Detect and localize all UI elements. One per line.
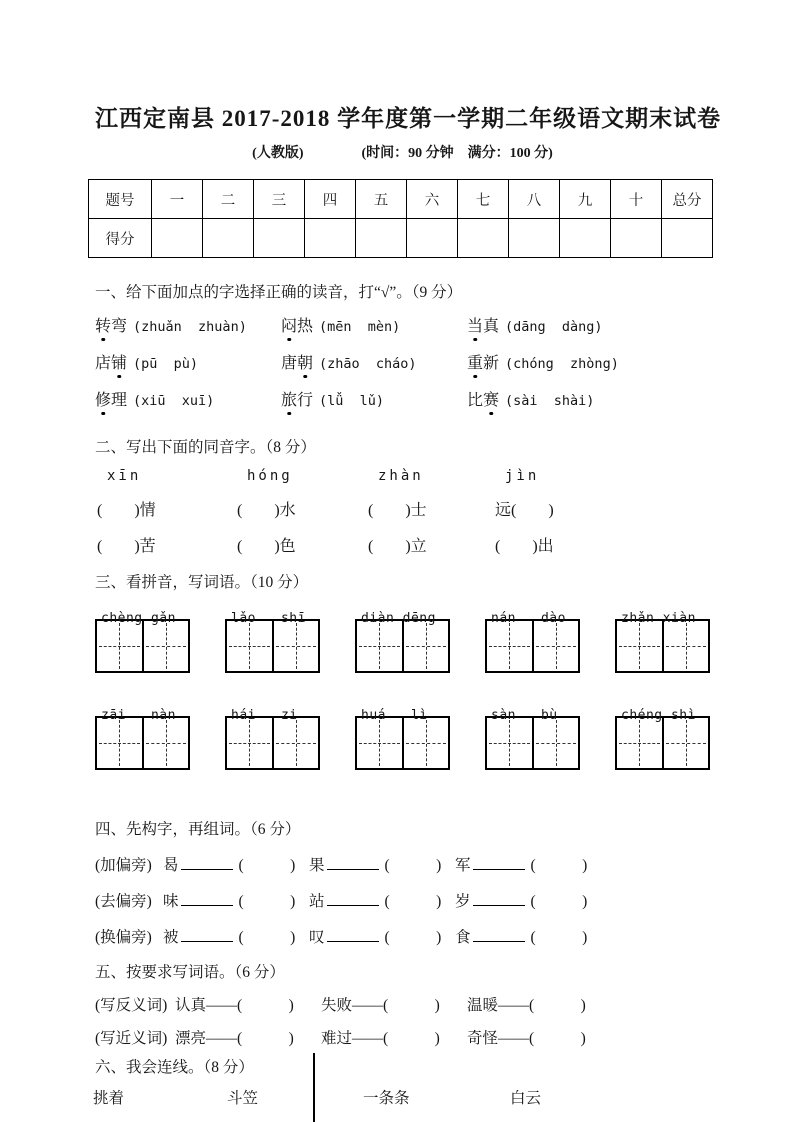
row-label: (写近义词) [95, 1030, 168, 1047]
grid-cell [487, 718, 534, 768]
pinyin-choice-item [467, 387, 710, 410]
answer-blank [473, 855, 525, 870]
pinyin-choice-item [281, 350, 467, 373]
pinyin-label: lǎo shī [231, 611, 306, 626]
answer-blank [473, 891, 525, 906]
writing-grid-box [225, 611, 320, 673]
synonym-item: 难过——( ) [321, 1030, 440, 1047]
writing-grid-box [225, 708, 320, 770]
grid-cell [227, 621, 274, 671]
score-table-label-tihao: 题号 [89, 180, 152, 219]
score-cell-empty [305, 219, 356, 258]
score-col-7: 七 [458, 180, 509, 219]
pinyin-options: (zhāo cháo) [319, 356, 417, 372]
answer-blank [181, 891, 233, 906]
section-5-heading: 五、按要求写词语。（6 分） [95, 964, 285, 981]
section-4-row-remove-radical [95, 889, 710, 911]
grid-cell [534, 621, 579, 671]
homophone-blank: ( )情 [97, 502, 156, 519]
synonym-item: 奇怪——( ) [467, 1030, 586, 1047]
word-build-item: 味 ( ) [163, 893, 296, 910]
pinyin-label: hóng [247, 468, 293, 484]
answer-blank [327, 891, 379, 906]
homophone-blank: ( )色 [237, 538, 296, 555]
writing-grid-box [95, 611, 190, 673]
section-4-heading: 四、先构字，再组词。（6 分） [95, 821, 301, 838]
word-build-item: 岁 ( ) [455, 893, 588, 910]
writing-grid-box [355, 611, 450, 673]
pinyin-choice-item [95, 350, 281, 373]
word-build-item: 曷 ( ) [163, 857, 296, 874]
pinyin-label: jìn [505, 468, 540, 484]
pinyin-options: (pū pù) [133, 356, 199, 372]
word: 旅行 [281, 392, 313, 409]
score-cell-empty [662, 219, 713, 258]
writing-grid-box [615, 611, 710, 673]
grid-cell [487, 621, 534, 671]
pinyin-label: nán dào [491, 611, 566, 626]
word-build-item: 军 ( ) [455, 857, 588, 874]
pinyin-label: sàn bù [491, 708, 558, 723]
pinyin-choice-item [281, 387, 467, 410]
word-build-item: 站 ( ) [309, 893, 442, 910]
section-5-row-synonyms [95, 1026, 710, 1048]
section-1-heading: 一、给下面加点的字选择正确的读音，打“√”。（9 分） [95, 284, 463, 301]
row-label: (写反义词) [95, 997, 168, 1014]
score-table-label-defen: 得分 [89, 219, 152, 258]
section-1-items [95, 313, 710, 410]
grid-cell [664, 621, 709, 671]
pinyin-label: diàn dēng [361, 611, 436, 626]
score-col-8: 八 [509, 180, 560, 219]
grid-cell [97, 718, 144, 768]
score-col-3: 三 [254, 180, 305, 219]
score-table-header-row [89, 180, 713, 219]
pinyin-options: (sài shài) [505, 393, 595, 409]
section-6-heading: 六、我会连线。（8 分） [95, 1059, 254, 1076]
word-build-item: 食 ( ) [455, 929, 588, 946]
word: 转弯 [95, 318, 127, 335]
pinyin-choice-item [467, 313, 710, 336]
word: 闷热 [281, 318, 313, 335]
grid-cell [357, 621, 404, 671]
writing-grid-box [95, 708, 190, 770]
answer-blank [181, 855, 233, 870]
answer-blank [327, 927, 379, 942]
pinyin-choice-item [281, 313, 467, 336]
word: 唐朝 [281, 355, 313, 372]
word-build-item: 果 ( ) [309, 857, 442, 874]
section-4-row-change-radical [95, 925, 710, 947]
word-build-item: 叹 ( ) [309, 929, 442, 946]
matching-word: 挑着 [93, 1090, 125, 1107]
row-label: (换偏旁) [95, 929, 152, 946]
exam-subtitle [95, 142, 710, 162]
grid-cell [274, 621, 319, 671]
homophone-blank: ( )水 [237, 502, 296, 519]
homophone-blank: ( )立 [368, 538, 427, 555]
pinyin-options: (zhuǎn zhuàn) [133, 319, 247, 335]
grid-cell [404, 718, 449, 768]
pinyin-label: zhǎn xiàn [621, 611, 696, 626]
pinyin-choice-item [95, 387, 281, 410]
exam-edition: (人教版) [252, 146, 304, 161]
word: 重新 [467, 355, 499, 372]
grid-cell [144, 621, 189, 671]
pinyin-options: (chóng zhòng) [505, 356, 619, 372]
exam-title: 江西定南县 2017-2018 学年度第一学期二年级语文期末试卷 [95, 106, 722, 131]
section-2-row-1 [95, 497, 710, 520]
pinyin-options: (lǚ lǔ) [319, 393, 385, 409]
score-cell-empty [356, 219, 407, 258]
homophone-blank: ( )出 [495, 538, 554, 555]
matching-word: 白云 [510, 1090, 542, 1107]
grid-cell [404, 621, 449, 671]
section-2-pinyin-row [95, 468, 710, 484]
section-5-row-antonyms [95, 993, 710, 1015]
antonym-item: 认真——( ) [175, 997, 294, 1014]
grid-cell [144, 718, 189, 768]
section-3-heading: 三、看拼音，写词语。（10 分） [95, 574, 309, 591]
grid-cell [617, 718, 664, 768]
score-col-9: 九 [560, 180, 611, 219]
word: 当真 [467, 318, 499, 335]
row-label: (去偏旁) [95, 893, 152, 910]
score-table-score-row [89, 219, 713, 258]
antonym-item: 失败——( ) [321, 997, 440, 1014]
grid-cell [534, 718, 579, 768]
answer-blank [181, 927, 233, 942]
section-6-matching-row [95, 1086, 710, 1114]
pinyin-label: zhàn [378, 468, 424, 484]
matching-word: 一条条 [363, 1090, 410, 1107]
pinyin-label: chèng gǎn [101, 611, 176, 626]
grid-cell [617, 621, 664, 671]
score-col-6: 六 [407, 180, 458, 219]
grid-cell [227, 718, 274, 768]
antonym-item: 温暖——( ) [467, 997, 586, 1014]
score-cell-empty [611, 219, 662, 258]
homophone-blank: ( )苦 [97, 538, 156, 555]
column-divider-line [313, 1053, 315, 1122]
grid-cell [664, 718, 709, 768]
pinyin-label: zāi nàn [101, 708, 176, 723]
writing-grid-box [355, 708, 450, 770]
score-col-4: 四 [305, 180, 356, 219]
section-2-row-2 [95, 533, 710, 556]
writing-grid-box [485, 708, 580, 770]
score-cell-empty [560, 219, 611, 258]
score-col-1: 一 [152, 180, 203, 219]
pinyin-label: hái zi [231, 708, 298, 723]
homophone-blank: ( )士 [368, 502, 427, 519]
answer-blank [327, 855, 379, 870]
word-build-item: 被 ( ) [163, 929, 296, 946]
section-3-box-row-1 [95, 611, 710, 673]
section-2-heading: 二、写出下面的同音字。（8 分） [95, 439, 316, 456]
section-3-box-row-2 [95, 708, 710, 770]
grid-cell [357, 718, 404, 768]
grid-cell [274, 718, 319, 768]
score-cell-empty [203, 219, 254, 258]
pinyin-options: (xiū xuī) [133, 393, 215, 409]
pinyin-choice-item [467, 350, 710, 373]
score-col-5: 五 [356, 180, 407, 219]
exam-time-score-info: (时间：90 分钟 满分：100 分) [361, 146, 553, 161]
matching-word: 斗笠 [227, 1090, 259, 1107]
word: 店铺 [95, 355, 127, 372]
pinyin-label: chéng shì [621, 708, 696, 723]
word: 比赛 [467, 392, 499, 409]
score-cell-empty [509, 219, 560, 258]
score-cell-empty [254, 219, 305, 258]
pinyin-label: huá lì [361, 708, 428, 723]
pinyin-options: (mēn mèn) [319, 319, 401, 335]
score-cell-empty [407, 219, 458, 258]
pinyin-label: xīn [107, 468, 142, 484]
section-4-row-add-radical [95, 853, 710, 875]
score-cell-empty [458, 219, 509, 258]
score-col-total: 总分 [662, 180, 713, 219]
pinyin-choice-item [95, 313, 281, 336]
writing-grid-box [485, 611, 580, 673]
row-label: (加偏旁) [95, 857, 152, 874]
word: 修理 [95, 392, 127, 409]
synonym-item: 漂亮——( ) [175, 1030, 294, 1047]
writing-grid-box [615, 708, 710, 770]
grid-cell [97, 621, 144, 671]
answer-blank [473, 927, 525, 942]
score-table [88, 179, 713, 258]
homophone-blank: 远( ) [495, 502, 554, 519]
score-col-10: 十 [611, 180, 662, 219]
score-col-2: 二 [203, 180, 254, 219]
pinyin-options: (dāng dàng) [505, 319, 603, 335]
score-cell-empty [152, 219, 203, 258]
